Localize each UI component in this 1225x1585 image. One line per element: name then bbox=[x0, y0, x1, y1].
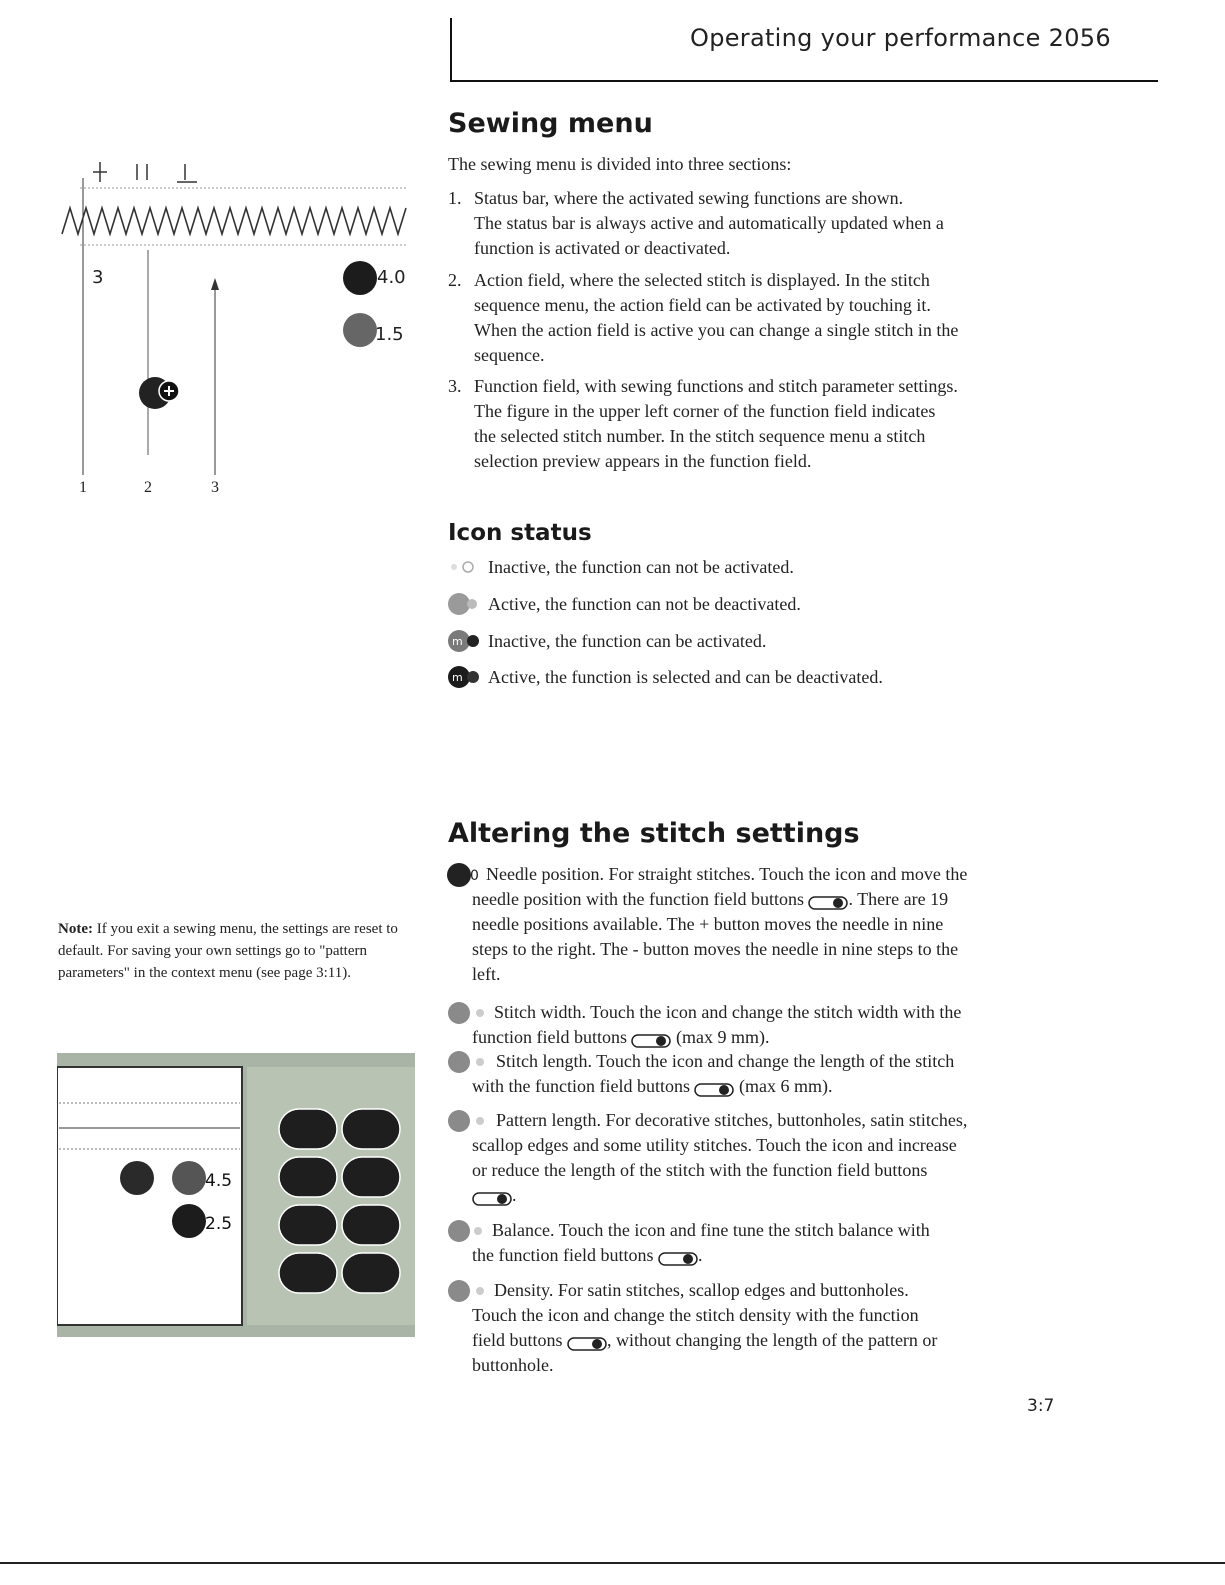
note-text: If you exit a sewing menu, the settings are reset to default. For saving your own settings go to "pattern parameters" in the context menu (see page 3:11). bbox=[58, 921, 398, 981]
setting-stitch-length bbox=[446, 1049, 1066, 1099]
function-field-buttons-icon bbox=[658, 1249, 698, 1265]
screen-width-value: 4.5 bbox=[205, 1171, 233, 1191]
text-line: sequence. bbox=[474, 345, 545, 365]
header-rule bbox=[450, 80, 1158, 82]
section-label-2: 2 bbox=[144, 479, 152, 496]
function-field-buttons-icon bbox=[631, 1031, 671, 1047]
sewing-menu-intro: The sewing menu is divided into three sections: bbox=[448, 154, 792, 174]
text-line: selection preview appears in the function field. bbox=[474, 451, 812, 471]
text-line: Needle position. For straight stitches. Touch the icon and move the bbox=[486, 864, 968, 884]
heading-icon-status: Icon status bbox=[448, 520, 592, 546]
list-number: 1. bbox=[448, 188, 462, 208]
status-row-inactive-locked bbox=[446, 554, 794, 580]
status-text: Active, the function can not be deactivated. bbox=[488, 593, 801, 614]
text-line: The figure in the upper left corner of the function field indicates bbox=[474, 401, 936, 421]
status-row-inactive-mplus bbox=[446, 628, 766, 654]
text-line: The status bar is always active and automatically updated when a bbox=[474, 213, 944, 233]
text-line: When the action field is active you can change a single stitch in the bbox=[474, 320, 959, 340]
text-line: function field buttons (max 9 mm). bbox=[472, 1027, 770, 1047]
status-text: Inactive, the function can be activated. bbox=[488, 630, 767, 651]
selected-stitch-number: 3 bbox=[92, 267, 104, 288]
list-number: 3. bbox=[448, 376, 462, 396]
function-field-buttons-icon bbox=[694, 1080, 734, 1096]
text-line: Pattern length. For decorative stitches, buttonholes, satin stitches, bbox=[496, 1110, 968, 1130]
balance-icon bbox=[446, 1218, 482, 1248]
text-line: with the function field buttons (max 6 mm). bbox=[472, 1076, 833, 1096]
list-item-action-field bbox=[474, 268, 1084, 368]
text-line: . bbox=[446, 1183, 1066, 1208]
inactive-locked-icon bbox=[446, 555, 480, 579]
text-line: sequence menu, the action field can be activated by touching it. bbox=[474, 295, 931, 315]
text-line: Function field, with sewing functions and stitch parameter settings. bbox=[474, 376, 958, 396]
page-number: 3:7 bbox=[1027, 1396, 1055, 1416]
text-line: needle positions available. The + button moves the needle in nine bbox=[472, 914, 944, 934]
text-line: needle position with the function field buttons . There are 19 bbox=[472, 889, 949, 909]
function-field-buttons-icon bbox=[808, 893, 848, 909]
length-value: 1.5 bbox=[375, 324, 404, 345]
note-label: Note: bbox=[58, 921, 93, 937]
inactive-mplus-icon bbox=[446, 629, 480, 653]
pattern-length-icon bbox=[446, 1108, 482, 1138]
section-label-1: 1 bbox=[79, 479, 87, 496]
text-line: left. bbox=[472, 964, 501, 984]
text-line: function is activated or deactivated. bbox=[474, 238, 731, 258]
svg-text:m: m bbox=[452, 635, 463, 648]
text-line: Stitch length. Touch the icon and change the length of the stitch bbox=[496, 1051, 955, 1071]
status-row-active-mplus bbox=[446, 664, 883, 690]
text-line: the selected stitch number. In the stitch sequence menu a stitch bbox=[474, 426, 926, 446]
list-item-function-field bbox=[474, 374, 1084, 474]
heading-altering-stitch-settings: Altering the stitch settings bbox=[448, 818, 860, 849]
function-field-screen bbox=[57, 1053, 415, 1337]
header-divider-vertical bbox=[450, 18, 452, 82]
status-text: Active, the function is selected and can be deactivated. bbox=[488, 666, 883, 687]
active-mplus-icon bbox=[446, 665, 480, 689]
heading-sewing-menu: Sewing menu bbox=[448, 108, 653, 139]
svg-text:0: 0 bbox=[470, 868, 479, 884]
text-line: Touch the icon and change the stitch density with the function bbox=[472, 1305, 919, 1325]
setting-pattern-length bbox=[446, 1108, 1066, 1208]
status-row-active-locked bbox=[446, 591, 801, 617]
setting-needle-position bbox=[446, 862, 1066, 992]
list-item-status-bar bbox=[474, 186, 1084, 261]
needle-position-icon bbox=[446, 862, 482, 892]
svg-text:m: m bbox=[452, 671, 463, 684]
text-line: Stitch width. Touch the icon and change the stitch width with the bbox=[494, 1002, 962, 1022]
text-line: or reduce the length of the stitch with the function field buttons bbox=[472, 1160, 928, 1180]
text-line: field buttons , without changing the length of the pattern or bbox=[472, 1330, 938, 1350]
setting-stitch-width bbox=[446, 1000, 1066, 1050]
text-line: Density. For satin stitches, scallop edges and buttonholes. bbox=[494, 1280, 909, 1300]
setting-density bbox=[446, 1278, 1066, 1378]
setting-balance bbox=[446, 1218, 1066, 1268]
screen-length-value: 2.5 bbox=[205, 1214, 233, 1234]
density-icon bbox=[446, 1278, 482, 1308]
stitch-width-icon bbox=[446, 1000, 482, 1030]
running-header: Operating your performance 2056 bbox=[690, 24, 1111, 52]
function-field-buttons-icon bbox=[567, 1334, 607, 1350]
active-locked-icon bbox=[446, 592, 480, 616]
list-number: 2. bbox=[448, 270, 462, 290]
function-field-buttons-icon bbox=[472, 1189, 512, 1205]
text-line: buttonhole. bbox=[472, 1355, 554, 1375]
page-bottom-rule bbox=[0, 1562, 1225, 1564]
status-bar-icons bbox=[93, 162, 197, 182]
width-value: 4.0 bbox=[377, 267, 406, 288]
text-line: Action field, where the selected stitch is displayed. In the stitch bbox=[474, 270, 930, 290]
text-line: the function field buttons . bbox=[472, 1245, 703, 1265]
text-line: scallop edges and some utility stitches. Touch the icon and increase bbox=[472, 1135, 957, 1155]
sewing-menu-diagram bbox=[55, 150, 425, 500]
text-line: Balance. Touch the icon and fine tune the stitch balance with bbox=[492, 1220, 930, 1240]
stitch-length-icon bbox=[446, 1049, 482, 1079]
zigzag-stitch bbox=[62, 208, 406, 234]
status-text: Inactive, the function can not be activated. bbox=[488, 556, 794, 577]
note-box bbox=[58, 918, 408, 984]
section-label-3: 3 bbox=[211, 479, 219, 496]
text-line: Status bar, where the activated sewing functions are shown. bbox=[474, 188, 904, 208]
text-line: steps to the right. The - button moves the needle in nine steps to the bbox=[472, 939, 959, 959]
